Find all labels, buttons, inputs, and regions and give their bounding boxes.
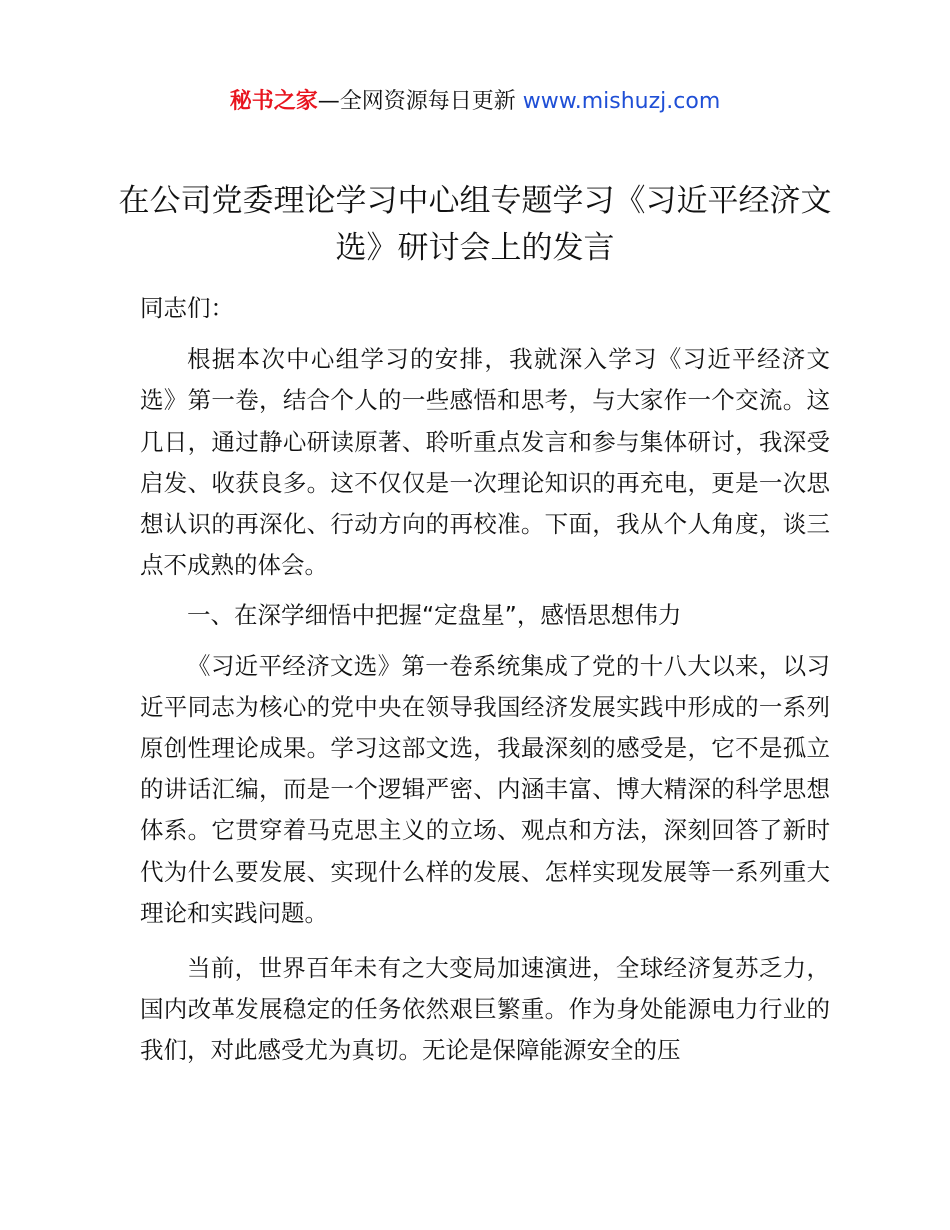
- greeting: 同志们：: [140, 294, 234, 322]
- brand-name: 秘书之家: [229, 89, 318, 114]
- section-heading-1: 一、在深学细悟中把握“定盘星”，感悟思想伟力: [187, 601, 682, 630]
- site-header: [0, 86, 950, 118]
- paragraph-section-1: 《习近平经济文选》第一卷系统集成了党的十八大以来，以习近平同志为核心的党中央在领导我国经济发展实践中形成的一系列原创性理论成果。学习这部文选，我最深刻的感受是，它不是孤立的讲话汇编，而是一个逻辑严密、内涵丰富、博大精深的科学思想体系。它贯穿着马克思主义的立场、观点和方法，深刻回答了新时代为什么要发展、实现什么样的发展、怎样实现发展等一系列重大理论和实践问题。: [140, 651, 830, 927]
- paragraph-intro: 根据本次中心组学习的安排，我就深入学习《习近平经济文选》第一卷，结合个人的一些感悟和思考，与大家作一个交流。这几日，通过静心研读原著、聆听重点发言和参与集体研讨，我深受启发、收获良多。这不仅仅是一次理论知识的再充电，更是一次思想认识的再深化、行动方向的再校准。下面，我从个人角度，谈三点不成熟的体会。: [140, 345, 830, 580]
- site-url-link[interactable]: www.mishuzj.com: [522, 89, 721, 114]
- paragraph-context: 当前，世界百年未有之大变局加速演进，全球经济复苏乏力，国内改革发展稳定的任务依然艰巨繁重。作为身处能源电力行业的我们，对此感受尤为真切。无论是保障能源安全的压: [140, 954, 830, 1065]
- header-tagline: —全网资源每日更新: [317, 89, 516, 114]
- document-body: [140, 288, 830, 1072]
- document-title: 在公司党委理论学习中心组专题学习《习近平经济文选》研讨会上的发言: [118, 183, 832, 266]
